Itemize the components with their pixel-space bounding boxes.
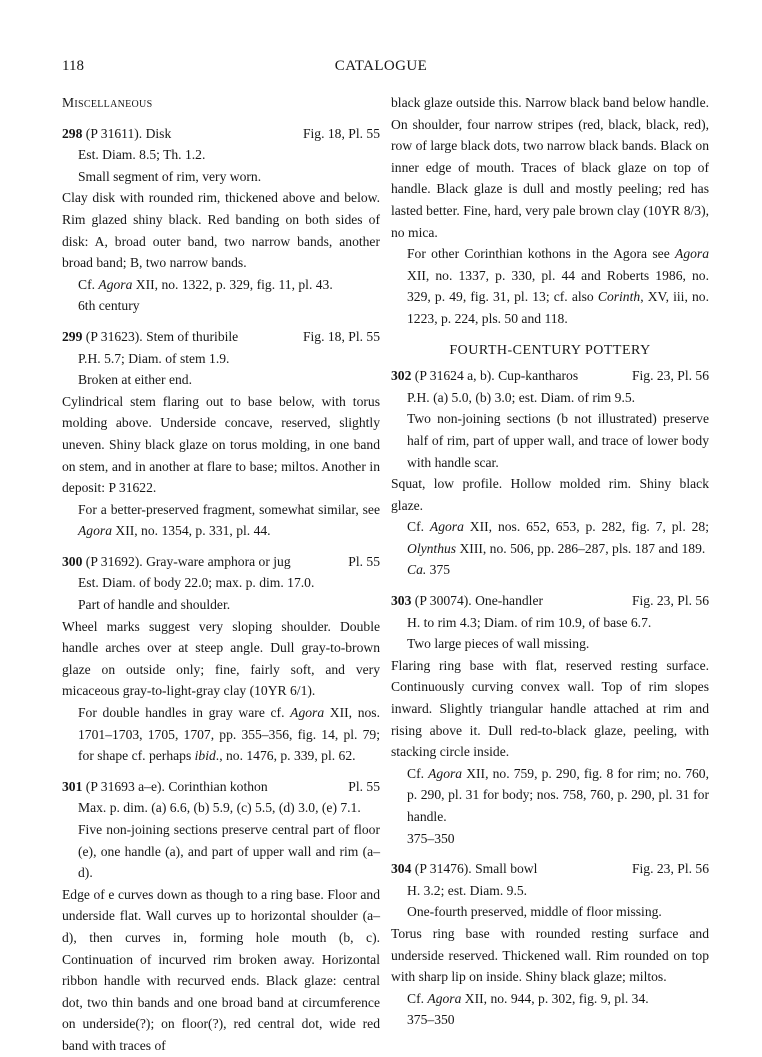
measurements: P.H. (a) 5.0, (b) 3.0; est. Diam. of rim 9.5. — [407, 389, 636, 405]
figure-reference: Fig. 23, Pl. 56 — [631, 861, 709, 877]
description: Wheel marks suggest very sloping shoulder. Double handle arches over at steep angle. Dull gray-to-brown glaze on outside only; fine, fairly soft, and very micaceous gray-to-light-gray clay (10YR 6/1). — [62, 618, 380, 699]
comparanda: For double handles in gray ware cf. Agora XII, nos. 1701–1703, 1705, 1707, pp. 355–356, fig. 14, pl. 79; for shape cf. perhaps ibid., no. 1476, p. 339, pl. 62. — [78, 705, 380, 764]
entry-title: (P 31624 a, b). Cup-kantharos — [411, 368, 579, 384]
date: 375–350 — [407, 1012, 455, 1028]
catalogue-entry-302 — [391, 365, 709, 581]
entry-heading — [391, 365, 709, 387]
comparanda: Cf. Agora XII, nos. 652, 653, p. 282, fig. 7, pl. 28; Olynthus XIII, no. 506, pp. 286–287, pls. 187 and 189. — [407, 519, 709, 556]
preservation: One-fourth preserved, middle of floor missing. — [407, 904, 662, 920]
section-heading-fourth-century: FOURTH-CENTURY POTTERY — [449, 342, 651, 358]
preservation: Five non-joining sections preserve central part of floor (e), one handle (a), and part of upper wall and rim (a–d). — [78, 822, 380, 881]
entry-heading — [62, 123, 380, 145]
catalogue-entry-304 — [391, 858, 709, 1031]
figure-reference: Fig. 18, Pl. 55 — [302, 328, 380, 344]
entry-title: (P 31693 a–e). Corinthian kothon — [82, 778, 268, 794]
catalogue-entry-299 — [62, 326, 380, 542]
preservation: Broken at either end. — [78, 372, 192, 388]
description: Edge of e curves down as though to a ring base. Floor and underside flat. Wall curves up to horizontal shoulder (a–d), then curves in, forming hole mouth (b, c). Continuation of incurved rim broken away. Horizontal ribbon handle with recurved ends. Black glaze: central dot, two thin bands and one broad band at circumference on underside(?); on floor(?), red central dot, wide red band with traces of — [62, 886, 380, 1053]
entry-number: 298 — [62, 125, 83, 141]
preservation: Small segment of rim, very worn. — [78, 168, 262, 184]
description-continued: black glaze outside this. Narrow black band below handle. On shoulder, four narrow stripes (red, black, black, red), row of large black dots, two narrow black bands. Black on inner edge of mouth. Traces of black glaze on top of handle. Black glaze is dull and mostly peeling; red has lasted better. Fine, hard, very pale brown clay (10YR 8/3), no mica. — [391, 95, 709, 240]
entry-number: 304 — [391, 861, 412, 877]
comparanda: Cf. Agora XII, no. 1322, p. 329, fig. 11, pl. 43. — [78, 276, 333, 292]
date: Ca. 375 — [407, 562, 451, 578]
running-title: CATALOGUE — [334, 58, 428, 74]
entry-title: (P 31692). Gray-ware amphora or jug — [82, 553, 291, 569]
figure-reference: Fig. 23, Pl. 56 — [631, 593, 709, 609]
figure-reference: Pl. 55 — [348, 553, 380, 569]
catalogue-entry-303 — [391, 590, 709, 849]
measurements: Max. p. dim. (a) 6.6, (b) 5.9, (c) 5.5, (d) 3.0, (e) 7.1. — [78, 800, 361, 816]
catalogue-entry-300 — [62, 551, 380, 767]
comparanda: For other Corinthian kothons in the Agora see Agora XII, no. 1337, p. 330, pl. 44 and Roberts 1986, no. 329, p. 49, fig. 31, pl. 13; cf. also Corinth, XV, iii, no. 1223, p. 224, pls. 50 and 118. — [407, 246, 709, 326]
entry-title: (P 31623). Stem of thuribile — [82, 328, 239, 344]
comparanda: Cf. Agora XII, no. 944, p. 302, fig. 9, pl. 34. — [407, 990, 649, 1006]
page-number: 118 — [62, 58, 84, 74]
figure-reference: Pl. 55 — [348, 778, 380, 794]
preservation: Two non-joining sections (b not illustrated) preserve half of rim, part of upper wall, and trace of lower body with handle scar. — [407, 411, 709, 470]
entry-heading — [62, 326, 380, 348]
entry-number: 300 — [62, 553, 83, 569]
entry-number: 299 — [62, 328, 83, 344]
preservation: Two large pieces of wall missing. — [407, 636, 590, 652]
entry-heading — [62, 776, 380, 798]
entry-heading — [62, 551, 380, 573]
entry-title: (P 31611). Disk — [82, 125, 172, 141]
measurements: H. to rim 4.3; Diam. of rim 10.9, of base 6.7. — [407, 614, 652, 630]
entry-title: (P 30074). One-handler — [411, 593, 544, 609]
right-column — [391, 92, 709, 1031]
preservation: Part of handle and shoulder. — [78, 597, 231, 613]
date: 6th century — [78, 298, 140, 314]
entry-number: 301 — [62, 778, 83, 794]
description: Cylindrical stem flaring out to base below, with torus molding above. Underside concave, reserved, slightly uneven. Shiny black glaze on torus molding, in one band on stem, and in another at flare to base; miltos. Another in deposit: P 31622. — [62, 393, 380, 496]
figure-reference: Fig. 18, Pl. 55 — [302, 125, 380, 141]
measurements: Est. Diam. of body 22.0; max. p. dim. 17.0. — [78, 575, 315, 591]
comparanda: For a better-preserved fragment, somewhat similar, see Agora XII, no. 1354, p. 331, pl. 44. — [78, 501, 380, 539]
entry-heading — [391, 590, 709, 612]
catalogue-entry-301 — [62, 776, 380, 1057]
entry-title: (P 31476). Small bowl — [411, 861, 538, 877]
measurements: Est. Diam. 8.5; Th. 1.2. — [78, 147, 206, 163]
measurements: P.H. 5.7; Diam. of stem 1.9. — [78, 350, 230, 366]
entry-number: 302 — [391, 368, 412, 384]
figure-reference: Fig. 23, Pl. 56 — [631, 368, 709, 384]
description: Clay disk with rounded rim, thickened above and below. Rim glazed shiny black. Red banding on both sides of disk: A, broad outer band, two narrow bands, another broad band; B, two narrow bands. — [62, 190, 380, 271]
left-column — [62, 92, 380, 1057]
description: Torus ring base with rounded resting surface and underside reserved. Thickened wall. Rim rounded on top with sharp lip on inside. Shiny black glaze; miltos. — [391, 925, 709, 985]
section-heading-miscellaneous: Miscellaneous — [62, 95, 153, 110]
entry-number: 303 — [391, 593, 412, 609]
description: Flaring ring base with flat, reserved resting surface. Continuously curving convex wall. Top of rim slopes inward. Slightly triangular handle attached at rim and rising above it. Dull red-to-black glaze, peeling, with stacking circle inside. — [391, 657, 709, 760]
page-header — [0, 58, 762, 80]
date: 375–350 — [407, 830, 455, 846]
measurements: H. 3.2; est. Diam. 9.5. — [407, 882, 528, 898]
catalogue-entry-298 — [62, 123, 380, 317]
comparanda: Cf. Agora XII, no. 759, p. 290, fig. 8 for rim; no. 760, p. 290, pl. 31 for body; nos. 758, 760, p. 290, pl. 31 for handle. — [407, 765, 709, 824]
entry-heading — [391, 858, 709, 880]
description: Squat, low profile. Hollow molded rim. Shiny black glaze. — [391, 476, 709, 513]
